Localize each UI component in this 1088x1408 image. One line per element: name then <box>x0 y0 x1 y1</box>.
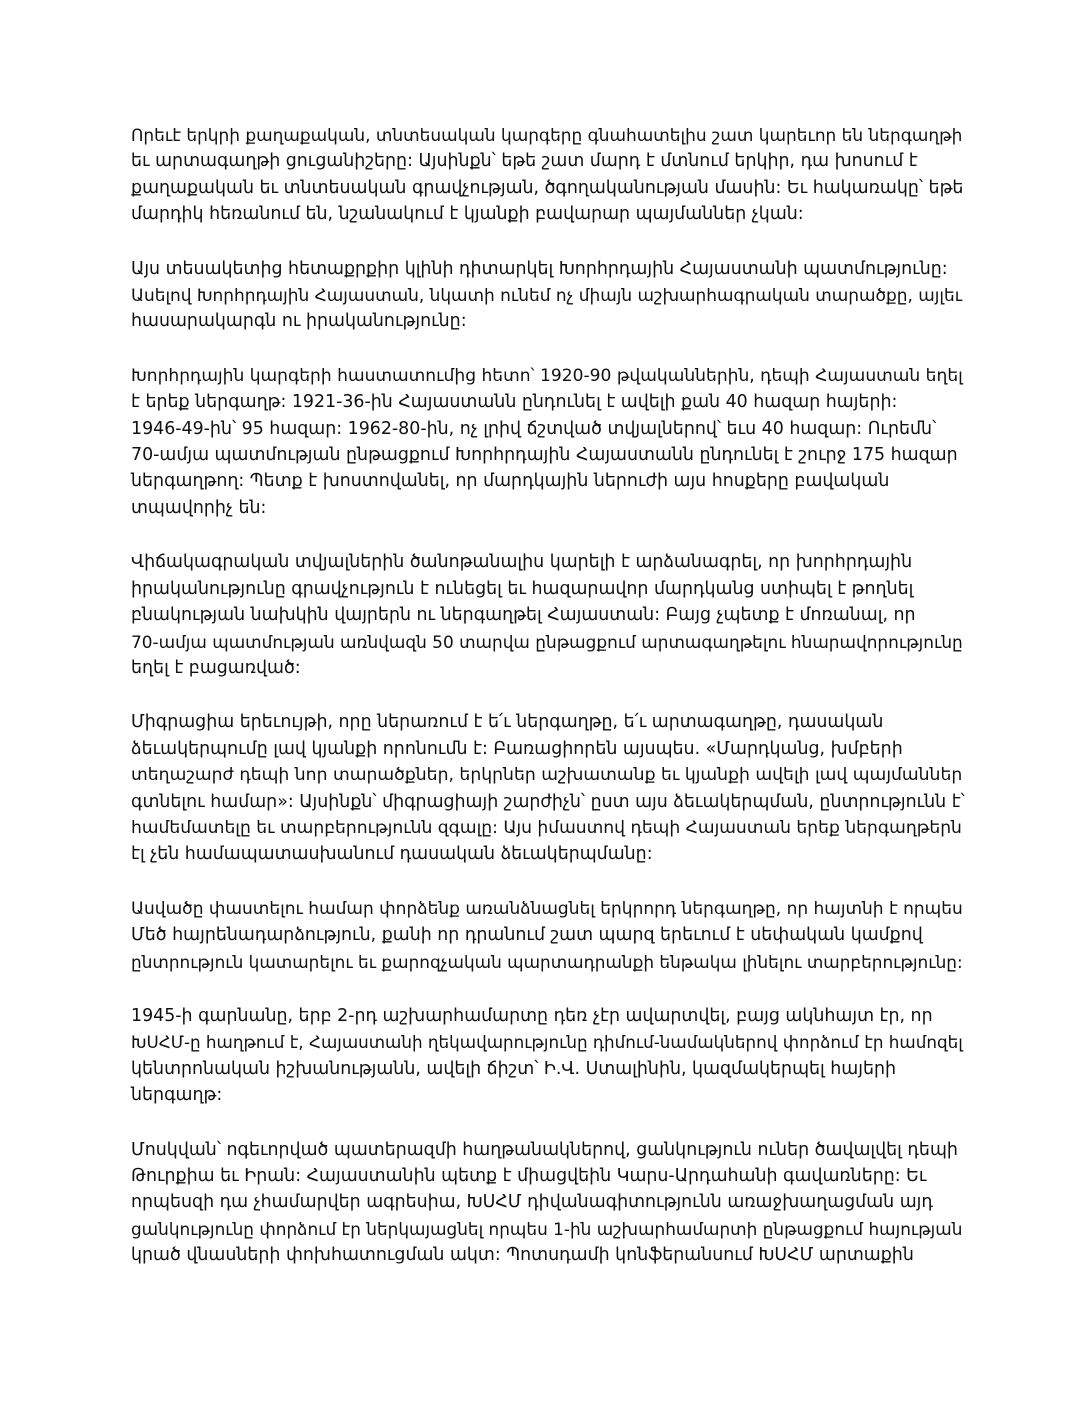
text-line: 70-ամյա պատմության ընթացքում Խորհրդային Հայաստանն ընդունել է շուրջ 175 հազար <box>131 445 958 466</box>
text-line: 70-ամյա պատմության առնվազն 50 տարվա ընթացքում արտագաղթելու հնարավորությունը <box>131 631 963 652</box>
text-line: գտնելու համար»: Այսինքն՝ միգրացիայի շարժիչն՝ ըստ այս ձեւակերպման, ընտրությունն է՝ <box>131 791 965 812</box>
text-line: ընտրություն կատարելու եւ քարոզչական պարտադրանքի ենթակա լինելու տարբերությունը: <box>131 951 963 972</box>
text-line: մարդիկ հեռանում են, նշանակում է կյանքի բավարար պայմաններ չկան: <box>131 204 804 225</box>
text-line: տեղաշարժ դեպի նոր տարածքներ, երկրներ աշխատանք եւ կյանքի ավելի լավ պայմաններ <box>131 765 963 786</box>
text-line: հասարակարգն ու իրականությունը: <box>131 311 467 332</box>
text-line: որպեսզի դա չհամարվեր ագրեսիա, ԽՍՀՄ դիվանագիտությունն առաջխաղացման այդ <box>131 1192 933 1213</box>
text-line: ներգաղթ: <box>131 1085 223 1106</box>
text-line: Խորհրդային կարգերի հաստատումից հետո՝ 1920-90 թվականներին, դեպի Հայաստան եղել <box>131 365 963 386</box>
text-line: Թուրքիա եւ Իրան: Հայաստանին պետք է միացվեին Կարս-Արդահանի գավառները: Եւ <box>131 1166 927 1186</box>
text-line: ԽՍՀՄ-ը հաղթում է, Հայաստանի ղեկավարությունը դիմում-նամակներով փորձում էր համոզել <box>131 1032 963 1053</box>
text-line: Մեծ հայրենադարձություն, քանի որ դրանում շատ պարզ երեւում է սեփական կամքով <box>131 925 923 946</box>
paragraph-6 <box>131 896 971 975</box>
text-line: եղել է բացառված: <box>131 657 301 678</box>
text-line: Վիճակագրական տվյալներին ծանոթանալիս կարելի է արձանագրել, որ խորհրդային <box>131 552 913 573</box>
text-line: կրած վնասների փոխհատուցման ակտ: Պոտսդամի կոնֆերանսում ԽՍՀՄ արտաքին <box>131 1245 914 1266</box>
paragraph-8 <box>131 1137 971 1269</box>
paragraph-7 <box>131 1003 971 1109</box>
text-line: տպավորիչ են: <box>131 497 267 518</box>
text-line: ցանկությունը փորձում էր ներկայացնել որպես 1-ին աշխարհամարտի ընթացքում հայության <box>131 1218 963 1239</box>
paragraph-1 <box>131 122 971 228</box>
text-line: Որեւէ երկրի քաղաքական, տնտեսական կարգերը գնահատելիս շատ կարեւոր են ներգաղթի <box>131 125 963 145</box>
paragraph-4 <box>131 549 971 681</box>
text-line: 1946-49-ին՝ 95 հազար: 1962-80-ին, ոչ լրիվ ճշտված տվյալներով՝ եւս 40 հազար: Ուրեմն՝ <box>131 418 937 439</box>
text-line: Մոսկվան՝ ոգեւորված պատերազմի հաղթանակներով, ցանկություն ուներ ծավալվել դեպի <box>131 1139 958 1160</box>
text-line: քաղաքական եւ տնտեսական գրավչության, ծգողականության մասին: Եւ հակառակը՝ եթե <box>131 177 964 198</box>
paragraph-2 <box>131 256 971 335</box>
text-line: ներգաղթող: Պետք է խոստովանել, որ մարդկային ներուժի այս հոսքերը բավական <box>131 471 890 492</box>
text-line: է երեք ներգաղթ: 1921-36-ին Հայաստանն ընդունել է ավելի քան 40 հազար հայերի: <box>131 392 898 413</box>
text-line: 1945-ի գարնանը, երբ 2-րդ աշխարհամարտը դեռ չէր ավարտվել, բայց ակնհայտ էր, որ <box>131 1005 933 1026</box>
text-line: Ասելով Խորհրդային Հայաստան, նկատի ունեմ ոչ միայն աշխարհագրական տարածքը, այլեւ <box>131 285 963 306</box>
text-line: եւ արտագաղթի ցուցանիշերը: Այսինքն՝ եթե շատ մարդ է մտնում երկիր, դա խոսում է <box>131 151 918 172</box>
paragraph-3 <box>131 363 971 521</box>
paragraph-5 <box>131 709 971 867</box>
text-line: իրականությունը գրավչություն է ունեցել եւ հազարավոր մարդկանց ստիպել է թողնել <box>131 578 914 599</box>
text-line: էլ չեն համապատասխանում դասական ձեւակերպմանը: <box>131 844 653 865</box>
text-line: Միգրացիա երեւույթի, որը ներառում է ե՛ւ ներգաղթը, ե՛ւ արտագաղթը, դասական <box>131 712 884 733</box>
document-body <box>131 122 971 1297</box>
text-line: համեմատելը եւ տարբերությունն զգալը: Այս իմաստով դեպի Հայաստան երեք ներգաղթերն <box>131 817 962 838</box>
text-line: ձեւակերպումը լավ կյանքի որոնումն է: Բառացիորեն այսպես. «Մարդկանց, խմբերի <box>131 738 903 759</box>
text-line: Ասվածը փաստելու համար փորձենք առանձնացնել երկրորդ ներգաղթը, որ հայտնի է որպես <box>131 898 963 919</box>
text-line: Այս տեսակետից հետաքրքիր կլինի դիտարկել Խորհրդային Հայաստանի պատմությունը: <box>131 258 948 279</box>
text-line: բնակության նախկին վայրերն ու ներգաղթել Հայաստան: Բայց չպետք է մոռանալ, որ <box>131 605 916 626</box>
text-line: կենտրոնական իշխանությանն, ավելի ճիշտ՝ Ի.Վ. Ստալինին, կազմակերպել հայերի <box>131 1058 897 1079</box>
